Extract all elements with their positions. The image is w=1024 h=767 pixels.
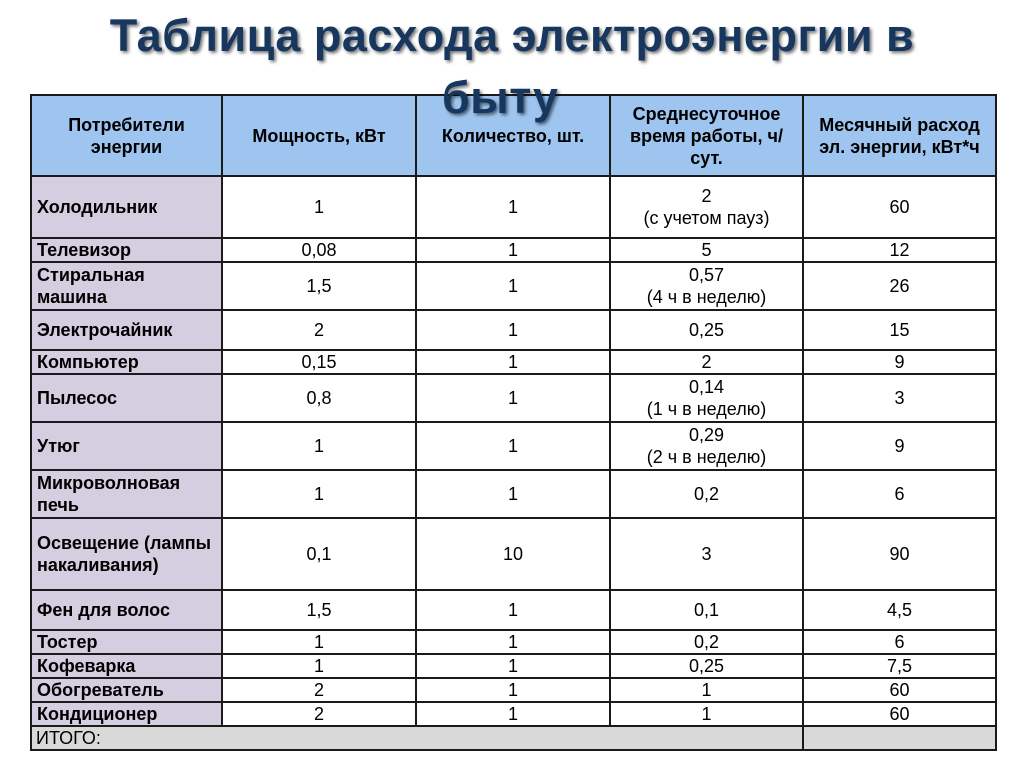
header-power: Мощность, кВт [222,95,416,176]
time-value: 5 [701,240,712,260]
cell-monthly: 12 [803,238,996,262]
cell-count: 1 [416,702,610,726]
cell-time [610,678,803,702]
time-value: 1 [701,680,712,700]
cell-time [610,374,803,422]
cell-power: 2 [222,678,416,702]
cell-consumer: Обогреватель [31,678,222,702]
page-title: Таблица расхода электроэнергии в [109,10,915,61]
table-body [31,176,996,750]
cell-power: 2 [222,702,416,726]
table-row [31,262,996,310]
cell-consumer: Пылесос [31,374,222,422]
cell-count: 1 [416,374,610,422]
cell-count: 1 [416,310,610,350]
cell-count: 1 [416,176,610,238]
total-label: ИТОГО: [31,726,803,750]
table-row [31,702,996,726]
cell-power: 0,8 [222,374,416,422]
cell-monthly: 60 [803,702,996,726]
cell-power: 0,08 [222,238,416,262]
table-row [31,590,996,630]
cell-count: 10 [416,518,610,590]
cell-count: 1 [416,630,610,654]
cell-count: 1 [416,470,610,518]
cell-power: 0,1 [222,518,416,590]
table-row [31,374,996,422]
cell-consumer: Электрочайник [31,310,222,350]
cell-time [610,654,803,678]
total-value [803,726,996,750]
cell-monthly: 4,5 [803,590,996,630]
cell-time [610,422,803,470]
table-row [31,238,996,262]
time-value: 0,2 [693,484,720,504]
cell-monthly: 26 [803,262,996,310]
cell-count: 1 [416,422,610,470]
table-row [31,678,996,702]
cell-time [610,262,803,310]
total-row [31,726,996,750]
header-count: Количество, шт. [416,95,610,176]
header-time: Среднесуточное время работы, ч/сут. [610,95,803,176]
cell-count: 1 [416,590,610,630]
cell-monthly: 6 [803,470,996,518]
time-value: 2 [701,352,712,372]
time-note: (4 ч в неделю) [646,287,767,307]
table-row [31,176,996,238]
time-value: 0,29 [688,425,725,445]
time-value: 1 [701,704,712,724]
time-note: (с учетом пауз) [643,208,770,228]
cell-power: 1,5 [222,590,416,630]
table-row [31,350,996,374]
cell-monthly: 6 [803,630,996,654]
time-value: 0,1 [693,600,720,620]
table-row [31,310,996,350]
cell-power: 1 [222,470,416,518]
table-row [31,470,996,518]
cell-consumer: Телевизор [31,238,222,262]
cell-time [610,310,803,350]
cell-power: 1,5 [222,262,416,310]
cell-power: 0,15 [222,350,416,374]
time-note: (2 ч в неделю) [646,447,767,467]
table-row [31,630,996,654]
cell-power: 1 [222,176,416,238]
cell-consumer: Освещение (лампы накаливания) [31,518,222,590]
header-monthly: Месячный расход эл. энергии, кВт*ч [803,95,996,176]
cell-time [610,630,803,654]
cell-time [610,702,803,726]
table-row [31,518,996,590]
cell-time [610,350,803,374]
cell-time [610,590,803,630]
cell-monthly: 90 [803,518,996,590]
cell-time [610,238,803,262]
energy-consumption-table [30,94,997,751]
cell-time [610,176,803,238]
cell-consumer: Компьютер [31,350,222,374]
cell-consumer: Микроволновая печь [31,470,222,518]
cell-power: 1 [222,422,416,470]
cell-consumer: Холодильник [31,176,222,238]
cell-power: 1 [222,630,416,654]
cell-consumer: Утюг [31,422,222,470]
time-value: 0,14 [688,377,725,397]
cell-power: 2 [222,310,416,350]
cell-monthly: 9 [803,422,996,470]
cell-count: 1 [416,678,610,702]
cell-time [610,518,803,590]
cell-monthly: 7,5 [803,654,996,678]
time-value: 3 [701,544,712,564]
cell-monthly: 3 [803,374,996,422]
cell-monthly: 9 [803,350,996,374]
time-value: 0,25 [688,656,725,676]
table-row [31,654,996,678]
table-row [31,422,996,470]
cell-count: 1 [416,238,610,262]
cell-power: 1 [222,654,416,678]
cell-consumer: Тостер [31,630,222,654]
cell-time [610,470,803,518]
time-value: 0,2 [693,632,720,652]
cell-monthly: 60 [803,176,996,238]
header-consumer: Потребители энергии [31,95,222,176]
time-note: (1 ч в неделю) [646,399,767,419]
cell-count: 1 [416,262,610,310]
cell-consumer: Кондиционер [31,702,222,726]
cell-monthly: 60 [803,678,996,702]
cell-count: 1 [416,350,610,374]
cell-monthly: 15 [803,310,996,350]
time-value: 0,57 [688,265,725,285]
time-value: 0,25 [688,320,725,340]
cell-consumer: Стиральная машина [31,262,222,310]
time-value: 2 [701,186,712,206]
page-title-continued: быту [442,72,559,123]
cell-consumer: Кофеварка [31,654,222,678]
cell-count: 1 [416,654,610,678]
cell-consumer: Фен для волос [31,590,222,630]
